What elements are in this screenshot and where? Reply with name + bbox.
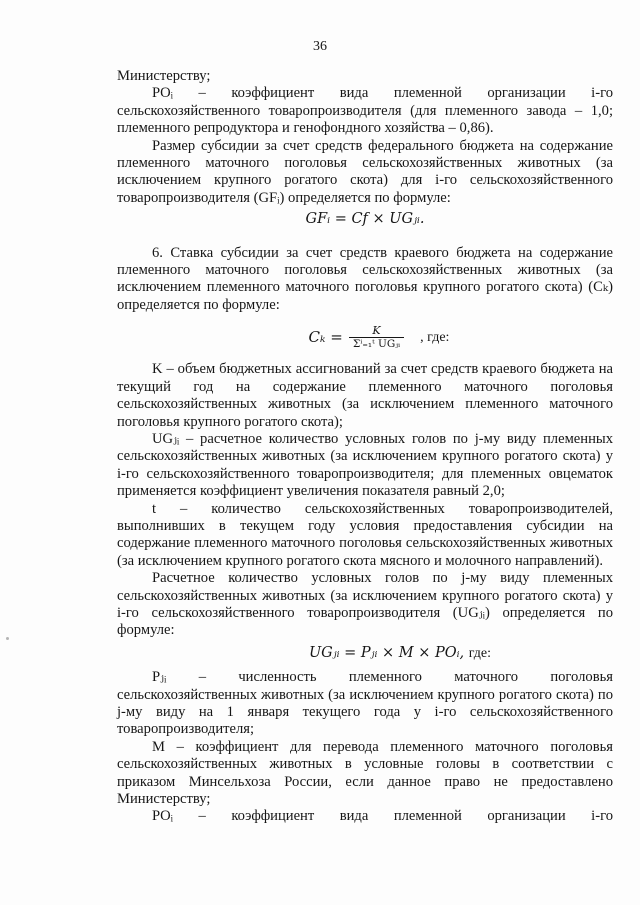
paragraph-ug-calculation: Расчетное количество условных голов по j-му виду племенных сельскохозяйственных животных (за исключением крупного рогатого скота) у i-го сельскохозяйственного товаропроизводителя (UGⱼᵢ) определяется по формуле: <box>117 570 613 639</box>
paragraph-k-definition: K – объем бюджетных ассигнований за счет средств краевого бюджета на текущий год на содержание племенного маточного поголовья сельскохозяйственных животных (за исключением племенного маточного поголовья крупного рогатого скота); <box>117 361 613 430</box>
formula-ck-numerator: K <box>372 324 381 338</box>
paragraph-m-definition: M – коэффициент для перевода племенного маточного поголовья сельскохозяйственных животных в условные головы в соответствии с приказом Минсельхоза России, если данное право не предоставлено Министерству; <box>117 738 613 808</box>
paragraph-item-6: 6. Ставка субсидии за счет средств краевого бюджета на содержание племенного маточного поголовья сельскохозяйственных животных (за исключением племенного маточного поголовья крупного рогатого скота) (Cₖ) определяется по формуле: <box>117 244 613 313</box>
formula-ck-denominator: Σⁱ₌₁ᵗ UGⱼᵢ <box>349 337 404 351</box>
formula-ck-where: , где: <box>420 330 450 346</box>
formula-ug-where: где: <box>468 645 492 661</box>
formula-ug <box>117 645 613 662</box>
paragraph-po-repeat: POᵢ – коэффициент вида племенной организации i-го <box>152 808 613 825</box>
paragraph-p-definition: Pⱼᵢ – численность племенного маточного поголовья сельскохозяйственных животных (за исключением крупного рогатого скота) по j-му виду на 1 января текущего года у i-го сельскохозяйственного товаропроизводителя; <box>117 669 613 738</box>
paragraph-ug-definition: UGⱼᵢ – расчетное количество условных голов по j-му виду племенных сельскохозяйственных животных (за исключением крупного рогатого скота) у i-го сельскохозяйственного товаропроизводителя; для племенных овцематок применяется коэффициент увеличения показателя равный 2,0; <box>117 430 613 500</box>
formula-ck <box>145 324 613 351</box>
scan-artifact <box>6 637 9 640</box>
paragraph-po-coefficient: POᵢ – коэффициент вида племенной организации i-го сельскохозяйственного товаропроизводителя (для племенного завода – 1,0; племенного репродуктора и генофондного хозяйства – 0,86). <box>117 85 613 137</box>
paragraph-t-definition: t – количество сельскохозяйственных товаропроизводителей, выполнивших в текущем году условия предоставления субсидии на содержание племенного маточного поголовья сельскохозяйственных животных (за исключением крупного рогатого скота мясного и молочного направлений). <box>117 500 613 569</box>
paragraph-federal-subsidy: Размер субсидии за счет средств федерального бюджета на содержание племенного маточного поголовья сельскохозяйственных животных (за исключением крупного рогатого скота) для i-го сельскохозяйственного товаропроизводителя (GFᵢ) определяется по формуле: <box>117 137 613 206</box>
page-number: 36 <box>313 39 327 54</box>
formula-ck-fraction <box>349 324 404 351</box>
paragraph-ministry: Министерству; <box>117 68 211 84</box>
formula-ug-expression: UGⱼᵢ = Pⱼᵢ × M × POᵢ, <box>308 644 465 661</box>
formula-ck-lhs: Cₖ = <box>308 328 343 347</box>
formula-gf: GFᵢ = C𝑓 × UGⱼᵢ. <box>305 211 425 228</box>
document-body <box>117 68 613 826</box>
